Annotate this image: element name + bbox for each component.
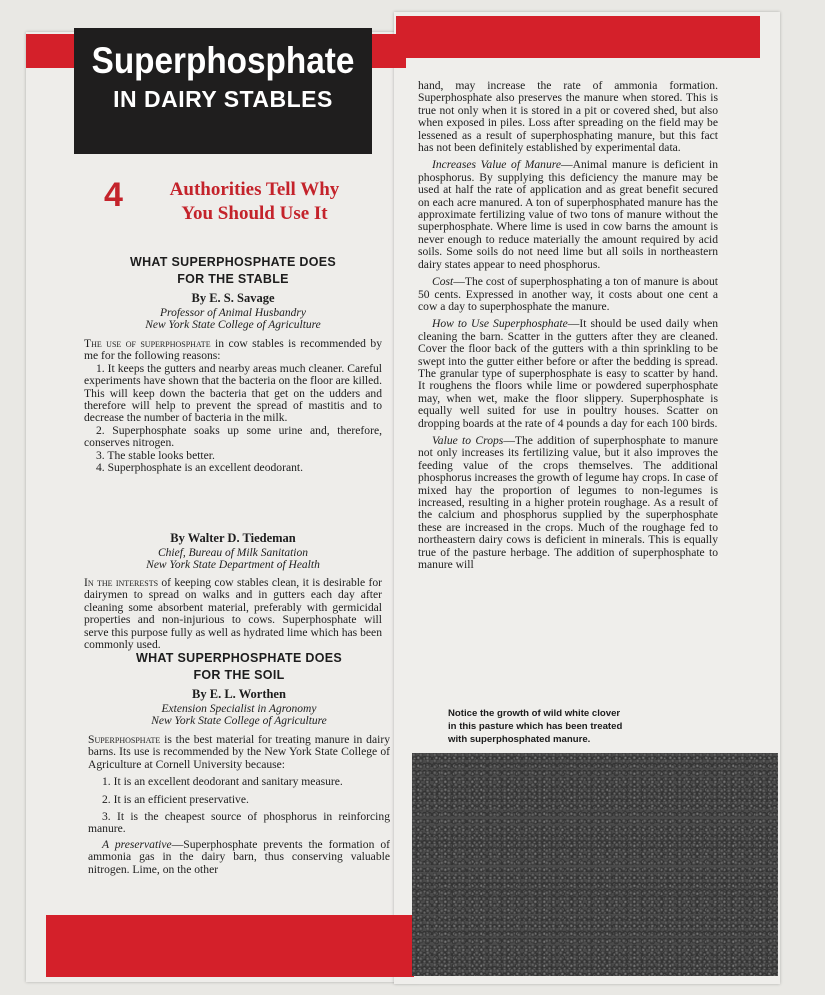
photo-caption bbox=[448, 707, 688, 746]
intro-text: in cow stables is recommended by me for the following reasons: bbox=[84, 337, 382, 363]
section-body bbox=[84, 577, 382, 651]
lead-in: In the interests bbox=[84, 576, 159, 589]
red-band-bottom bbox=[46, 915, 414, 977]
section-health bbox=[84, 528, 382, 651]
section-heading bbox=[88, 650, 390, 684]
title-main: Superphosphate bbox=[91, 40, 355, 81]
body-text: of keeping cow stables clean, it is desirable for dairymen to spread on walks and in gutters each day after cleaning some absorbent material, preferably with germicidal properties and non-injurious to cows. Superphosphate will serve this purpose fully as well as hydrated lime which has been commonly used. bbox=[84, 576, 382, 652]
list-item: 2. Superphosphate soaks up some urine and, therefore, conserves nitrogen. bbox=[84, 423, 382, 450]
title-sub: IN DAIRY STABLES bbox=[113, 86, 333, 112]
paragraph-label: A preservative bbox=[102, 837, 172, 851]
section-intro bbox=[84, 338, 382, 363]
section-soil bbox=[88, 650, 390, 876]
author-institution: New York State College of Agriculture bbox=[145, 319, 321, 331]
heading-line: WHAT SUPERPHOSPHATE DOES bbox=[129, 255, 337, 269]
tagline-text bbox=[142, 178, 367, 226]
author-title: Extension Specialist in Agronomy bbox=[161, 703, 317, 715]
lead-in: Superphosphate bbox=[88, 733, 161, 746]
pasture-photo bbox=[412, 753, 778, 976]
heading-line: FOR THE SOIL bbox=[193, 668, 285, 682]
paragraph-value bbox=[418, 159, 718, 271]
author-title: Chief, Bureau of Milk Sanitation bbox=[157, 547, 309, 559]
list-item: 3. The stable looks better. bbox=[96, 448, 215, 462]
author-institution: New York State Department of Health bbox=[146, 559, 320, 571]
list-item: 4. Superphosphate is an excellent deodorant. bbox=[96, 461, 304, 475]
red-band-top-right bbox=[396, 16, 760, 58]
author-institution: New York State College of Agriculture bbox=[151, 715, 327, 727]
list-item: 1. It is an excellent deodorant and sanitary measure. bbox=[102, 775, 343, 789]
paragraph-label: Increases Value of Manure bbox=[432, 158, 561, 172]
heading-line: FOR THE STABLE bbox=[177, 272, 289, 286]
author-byline: By E. S. Savage bbox=[191, 291, 275, 305]
paragraph-label: Value to Crops bbox=[432, 433, 504, 447]
tagline-line1: Authorities Tell Why bbox=[169, 179, 340, 200]
paragraph-text: —Superphosphate prevents the formation of ammonia gas in the dairy barn, thus conserving valuable nitrogen. Lime, on the other bbox=[88, 837, 390, 876]
list-item: 2. It is an efficient preservative. bbox=[102, 792, 249, 806]
right-column-text bbox=[418, 80, 718, 571]
intro-text: is the best material for treating manure in dairy barns. Its use is recommended by the New York State College of Agriculture at Cornell University because: bbox=[88, 733, 390, 771]
paragraph-label: Cost bbox=[432, 275, 454, 289]
tagline-line2: You Should Use It bbox=[181, 203, 328, 224]
caption-line: Notice the growth of wild white clover bbox=[448, 708, 621, 719]
preservative-paragraph bbox=[88, 839, 390, 876]
author-byline: By E. L. Worthen bbox=[192, 687, 286, 701]
section-heading bbox=[84, 254, 382, 288]
tagline-number: 4 bbox=[104, 176, 123, 214]
caption-line: in this pasture which has been treated bbox=[448, 721, 623, 732]
caption-line: with superphosphated manure. bbox=[448, 734, 591, 745]
paragraph-text: —The addition of superphosphate to manure not only increases its fertilizing value, but it also improves the feeding value of the crops themselves. The additional phosphorus increases the growth of legume hay crops. In case of mixed hay the proportion of legumes to non-legumes is increased, resulting in a higher protein roughage. As a result of the calcium and phosphorus supplied by the superphosphate these are increased in the crops. Much of the roughage fed to northeastern dairy cows is deficient in minerals. This is equally true of the pasture herbage. The addition of superphosphate to manure will bbox=[418, 433, 719, 572]
author-title: Professor of Animal Husbandry bbox=[160, 307, 306, 319]
paragraph-cost bbox=[418, 276, 718, 313]
paragraph-text: —It should be used daily when cleaning the barn. Scatter in the gutters after they are cleaned. Cover the floor back of the gutters with a thin sprinkling to be swept into the gutter either before or after the bedding is spread. The granular type of superphosphate is easy to scatter by hand. It roughens the floors while lime or powdered superphosphate may, when wet, make the floor slippery. Superphosphate is equally well suited for use in poultry houses. Scatter on dropping boards at the rate of 4 pounds a day for each 100 birds. bbox=[418, 317, 719, 430]
lead-in: The use of superphosphate bbox=[84, 337, 211, 350]
continued-text: hand, may increase the rate of ammonia formation. Superphosphate also preserves the manure when stored. This is true not only when it is stored in a pit or covered shed, but also when exposed in piles. Loss after spreading on the field may be lessened as a result of superphosphating manure, but this fact has not been definitely established by experimental data. bbox=[418, 79, 718, 155]
title-box bbox=[74, 28, 372, 154]
author-byline: By Walter D. Tiedeman bbox=[170, 531, 296, 545]
paragraph-text: —The cost of superphosphating a ton of manure is about 50 cents. Expressed in another way, it costs about one cent a cow a day to superphosphate the manure. bbox=[418, 275, 718, 313]
paragraph-text: —Animal manure is deficient in phosphorus. By supplying this deficiency the manure may be used at half the rate of application and as great benefit secured on each acre manured. A ton of superphosphated manure has the approximate fertilizing value of two tons of manure without the superphosphate. Where lime is used in cow barns the amount is never enough to reduce materially the amount required by acid soils. Some soils do not need lime but all soils in northeastern dairy states appear to need phosphorus. bbox=[418, 158, 718, 271]
paragraph-how-to-use bbox=[418, 318, 718, 430]
list-item: 1. It keeps the gutters and nearby areas much cleaner. Careful experiments have shown that the bacteria on the floor are killed. This will keep down the bacteria that get on the udders and therefore will help to prevent the spread of mastitis and to decrease the number of bacteria in the milk. bbox=[84, 361, 382, 425]
paragraph-value-to-crops bbox=[418, 435, 718, 571]
heading-line: WHAT SUPERPHOSPHATE DOES bbox=[135, 651, 343, 665]
section-intro bbox=[88, 734, 390, 771]
paragraph-label: How to Use Superphosphate bbox=[432, 317, 568, 331]
section-stable bbox=[84, 254, 382, 474]
list-item: 3. It is the cheapest source of phosphorus in reinforcing manure. bbox=[88, 810, 390, 836]
